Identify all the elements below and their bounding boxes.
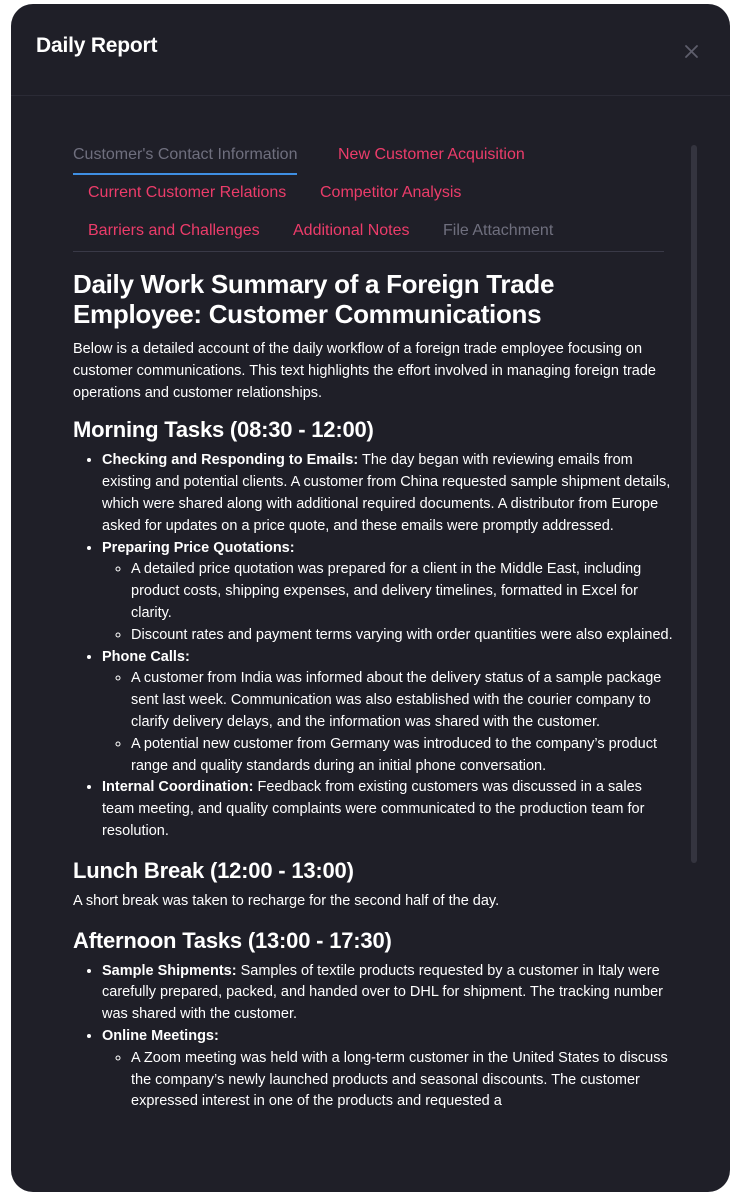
list-item: ◦ A Zoom meeting was held with a long-term customer in the United States to discuss the company’s newly launched products and seasonal discounts. The customer expressed interest in one of the products and requested a (131, 1048, 673, 1113)
samples-label: Sample Shipments: (102, 962, 237, 979)
tab-additional-notes[interactable]: Additional Notes (293, 222, 410, 239)
report-content (73, 269, 673, 1159)
tab-competitor-analysis[interactable]: Competitor Analysis (320, 184, 462, 201)
list-item (102, 450, 673, 537)
emails-text: The day began with reviewing emails from existing and potential clients. A customer from China requested sample shipment details, which were shared along with additional required documents. A distributor from Europe asked for updates on a price quote, and these emails were promptly addressed. (102, 452, 671, 534)
morning-heading: Morning Tasks (08:30 - 12:00) (73, 417, 374, 443)
tab-barriers-and-challenges[interactable]: Barriers and Challenges (88, 222, 260, 239)
morning-list (73, 450, 673, 842)
meetings-label: Online Meetings: (102, 1027, 219, 1044)
tab-customers-contact-information[interactable]: Customer's Contact Information (73, 145, 297, 175)
list-item: ◦ A potential new customer from Germany was introduced to the company’s product range and quality standards during an initial phone conversation. (131, 734, 673, 778)
modal-header (11, 4, 730, 96)
tab-current-customer-relations[interactable]: Current Customer Relations (88, 184, 287, 201)
daily-report-modal (11, 4, 730, 1192)
close-button[interactable] (681, 40, 703, 62)
list-item (102, 961, 673, 1026)
list-item (102, 538, 673, 647)
tab-bar (73, 137, 664, 252)
coordination-label: Internal Coordination: (102, 779, 254, 796)
coordination-text: Feedback from existing customers was discussed in a sales team meeting, and quality complaints were communicated to the production team for resolution. (102, 779, 645, 839)
meetings-sublist (102, 1048, 673, 1113)
quotes-sublist (102, 559, 673, 646)
report-intro: Below is a detailed account of the daily workflow of a foreign trade employee focusing on customer communications. This text highlights the effort involved in managing foreign trade operations and customer relationships. (73, 341, 656, 401)
list-item (102, 1026, 673, 1113)
tab-file-attachment: File Attachment (443, 222, 554, 239)
lunch-heading: Lunch Break (12:00 - 13:00) (73, 857, 354, 883)
calls-label: Phone Calls: (102, 648, 190, 665)
quotes-label: Preparing Price Quotations: (102, 539, 295, 556)
tab-new-customer-acquisition[interactable]: New Customer Acquisition (338, 146, 525, 163)
lunch-text: A short break was taken to recharge for the second half of the day. (73, 892, 500, 909)
list-item (102, 777, 673, 842)
modal-body (11, 97, 730, 1192)
list-item (102, 647, 673, 778)
list-item: ◦ Discount rates and payment terms varying with order quantities were also explained. (131, 625, 673, 647)
close-icon[interactable] (681, 40, 703, 62)
scrollbar-thumb[interactable] (691, 145, 697, 863)
calls-sublist (102, 668, 673, 777)
afternoon-heading: Afternoon Tasks (13:00 - 17:30) (73, 927, 392, 953)
list-item: ◦ A customer from India was informed about the delivery status of a sample package sent last week. Communication was also established with the courier company to clarify delivery delays, and the information was shared with the customer. (131, 668, 673, 733)
afternoon-list (73, 961, 673, 1114)
list-item: ◦ A detailed price quotation was prepared for a client in the Middle East, including product costs, shipping expenses, and delivery timelines, formatted in Excel for clarity. (131, 559, 673, 624)
modal-title: Daily Report (36, 34, 158, 57)
report-title: Daily Work Summary of a Foreign Trade Employee: Customer Communications (73, 269, 555, 329)
emails-label: Checking and Responding to Emails: (102, 452, 359, 469)
samples-text: Samples of textile products requested by a customer in Italy were carefully prepared, packed, and handed over to DHL for shipment. The tracking number was shared with the customer. (102, 962, 663, 1023)
